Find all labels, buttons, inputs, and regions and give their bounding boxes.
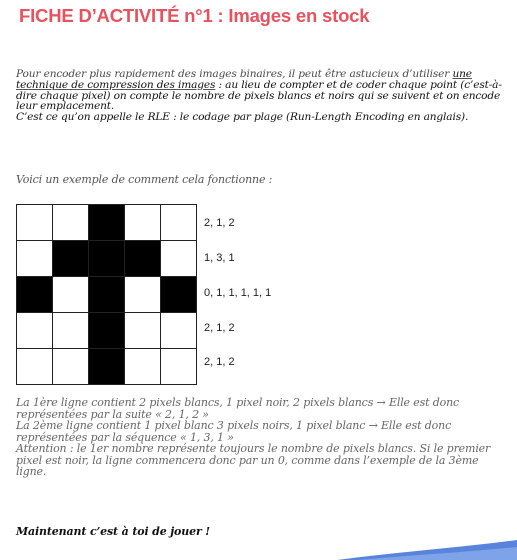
pixel-white: [17, 241, 53, 277]
pixel-black: [89, 313, 125, 349]
decorative-wave: [337, 538, 517, 560]
pixel-white: [161, 313, 197, 349]
pixel-white: [161, 241, 197, 277]
intro-text-1: Pour encoder plus rapidement des images binaires, il peut être astucieux d’utiliser: [16, 68, 453, 80]
pixel-black: [53, 241, 89, 277]
pixel-black: [17, 277, 53, 313]
pixel-white: [53, 277, 89, 313]
explanation-line-1: La 1ère ligne contient 2 pixels blancs, 1 pixel noir, 2 pixels blancs → Elle est donc représentées par la suite « 2, 1, 2 »: [16, 396, 460, 421]
pixel-black: [89, 277, 125, 313]
pixel-white: [125, 277, 161, 313]
intro-text-2: une technique de compression des images: [16, 68, 472, 91]
pixel-white: [125, 313, 161, 349]
rle-code-row-3: 0, 1, 1, 1, 1, 1: [204, 287, 272, 299]
pixel-black: [125, 241, 161, 277]
pixel-white: [17, 205, 53, 241]
page-title: FICHE D’ACTIVITÉ n°1 : Images en stock: [19, 5, 370, 26]
rle-code-row-1: 2, 1, 2: [204, 217, 235, 229]
rle-code-row-4: 2, 1, 2: [204, 322, 235, 334]
pixel-black: [89, 241, 125, 277]
explanation-line-3: Attention : le 1er nombre représente toujours le nombre de pixels blancs. Si le premier pixel est noir, la ligne commencera donc par un 0, comme dans l’exemple de la 3ème ligne.: [16, 442, 491, 478]
pixel-white: [17, 349, 53, 385]
pixel-grid: [16, 204, 197, 385]
intro-text-4: C’est ce qu’on appelle le RLE : le codage par plage (Run-Length Encoding en anglais).: [16, 111, 469, 124]
pixel-black: [161, 277, 197, 313]
pixel-black: [89, 205, 125, 241]
pixel-white: [53, 205, 89, 241]
rle-code-row-5: 2, 1, 2: [204, 356, 235, 368]
example-intro: Voici un exemple de comment cela fonctionne :: [16, 173, 273, 186]
pixel-white: [161, 205, 197, 241]
explanation-paragraph: [16, 397, 501, 478]
explanation-line-2: La 2ème ligne contient 1 pixel blanc 3 pixels noirs, 1 pixel blanc → Elle est donc représentées par la séquence « 1, 3, 1 »: [16, 419, 452, 444]
pixel-white: [161, 349, 197, 385]
pixel-white: [125, 349, 161, 385]
closing-text: Maintenant c’est à toi de jouer !: [16, 525, 210, 538]
pixel-white: [17, 313, 53, 349]
pixel-black: [89, 349, 125, 385]
rle-code-row-2: 1, 3, 1: [204, 252, 235, 264]
pixel-white: [53, 349, 89, 385]
pixel-white: [125, 205, 161, 241]
pixel-white: [53, 313, 89, 349]
intro-text-3: : au lieu de compter et de coder chaque point (c’est-à-dire chaque pixel) on compte le nombre de pixels blancs et noirs qui se suivent et on encode leur emplacement.: [16, 78, 502, 113]
intro-paragraph: [16, 69, 506, 123]
